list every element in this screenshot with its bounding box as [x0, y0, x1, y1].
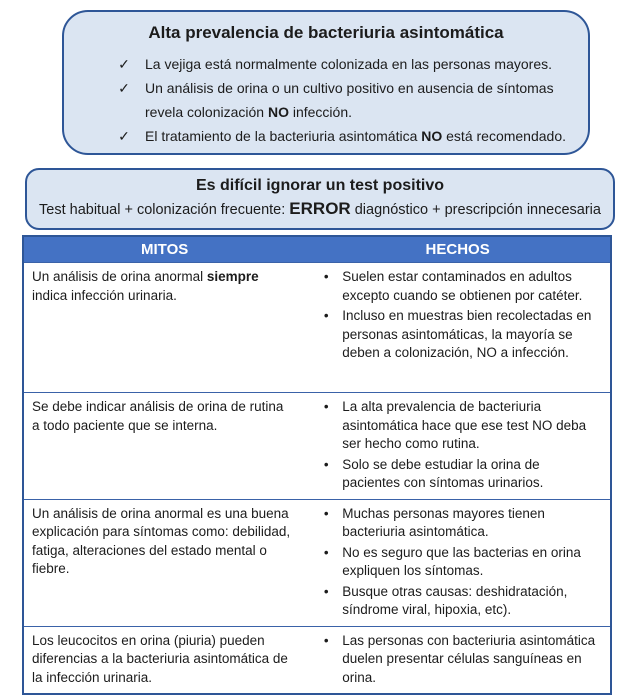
- bullet-icon: •: [323, 399, 329, 414]
- text-segment: infección.: [288, 104, 353, 120]
- column-header-facts: HECHOS: [425, 241, 490, 258]
- fact-item: [309, 544, 600, 581]
- myths-facts-table: [22, 235, 612, 695]
- check-item: [116, 52, 574, 76]
- check-item-text: [145, 76, 574, 124]
- text-segment: está recomendado.: [442, 128, 566, 144]
- text-segment: diagnóstico + prescripción innecesaria: [350, 202, 601, 218]
- text-segment: Un análisis de orina anormal es una buena explicación para síntomas como: debilidad, fatiga, alteraciones del estado mental o fiebre.: [32, 505, 291, 576]
- text-segment: NO: [267, 104, 289, 120]
- bullet-icon: •: [323, 505, 329, 521]
- text-segment: indica infección urinaria.: [32, 287, 177, 303]
- check-list: [116, 52, 574, 148]
- text-segment: siempre: [206, 269, 259, 284]
- fact-text: No es seguro que las bacterias en orina expliquen los síntomas.: [342, 544, 581, 578]
- text-segment: La vejiga está normalmente colonizada en las personas mayores.: [145, 56, 553, 72]
- fact-text: Incluso en muestras bien recolectadas en personas asintomáticas, la mayoría se deben a colonización, NO a infección.: [342, 308, 592, 360]
- text-segment: Un análisis de orina o un cultivo positivo en ausencia de síntomas revela colonización: [145, 80, 554, 120]
- text-segment: Test habitual + colonización frecuente:: [39, 202, 290, 218]
- facts-cell: [305, 393, 610, 499]
- text-segment: Se debe indicar análisis de orina de rutina a todo paciente que se interna.: [32, 399, 284, 433]
- table-body: [24, 262, 610, 693]
- checkmark-icon: ✓: [118, 128, 130, 144]
- fact-item: [309, 456, 600, 493]
- checkmark-icon: ✓: [118, 80, 130, 96]
- table-row: [24, 392, 610, 499]
- fact-item: [309, 268, 600, 305]
- text-segment: Los leucocitos en orina (piuria) pueden diferencias a la bacteriuria asintomática de la infección urinaria.: [32, 632, 288, 685]
- fact-text: Las personas con bacteriuria asintomática duelen presentar células sanguíneas en orina.: [342, 632, 596, 685]
- check-item: [116, 76, 574, 124]
- myth-cell: [24, 263, 305, 392]
- table-row: [24, 262, 610, 392]
- fact-item: [309, 505, 600, 542]
- fact-text: La alta prevalencia de bacteriuria asintomática hace que ese test NO deba ser hecho como rutina.: [342, 399, 587, 451]
- callout-top-title: Alta prevalencia de bacteriuria asintomática: [148, 23, 504, 42]
- bullet-icon: •: [323, 456, 329, 472]
- fact-text: Busque otras causas: deshidratación, síndrome viral, hipoxia, etc).: [342, 583, 568, 617]
- fact-text: Suelen estar contaminados en adultos excepto cuando se obtienen por catéter.: [342, 269, 583, 303]
- facts-cell: [305, 627, 610, 694]
- callout-mid-title: Es difícil ignorar un test positivo: [195, 177, 445, 194]
- fact-item: [309, 398, 600, 454]
- check-item-text: [145, 52, 552, 76]
- bullet-icon: •: [323, 269, 329, 284]
- text-segment: NO: [421, 128, 443, 144]
- callout-high-prevalence: [62, 10, 590, 155]
- myth-cell: [24, 627, 305, 694]
- facts-cell: [305, 263, 610, 392]
- bullet-icon: •: [323, 544, 329, 560]
- column-header-myths: MITOS: [141, 241, 189, 258]
- fact-item: [309, 307, 600, 363]
- check-item-text: [145, 124, 566, 148]
- fact-item: [309, 583, 600, 620]
- bullet-icon: •: [323, 583, 329, 599]
- fact-text: Solo se debe estudiar la orina de pacientes con síntomas urinarios.: [342, 456, 544, 490]
- text-segment: Un análisis de orina anormal: [32, 269, 207, 284]
- table-row: [24, 499, 610, 626]
- text-segment: ERROR: [289, 199, 351, 218]
- fact-item: [309, 632, 600, 688]
- text-segment: El tratamiento de la bacteriuria asintomática: [145, 128, 422, 144]
- checkmark-icon: ✓: [118, 56, 130, 72]
- myth-cell: [24, 500, 305, 626]
- bullet-icon: •: [323, 632, 329, 648]
- table-header-row: [24, 237, 610, 262]
- callout-mid-subtitle: [27, 199, 613, 219]
- check-item: [116, 124, 574, 148]
- table-row: [24, 626, 610, 694]
- fact-text: Muchas personas mayores tienen bacteriuria asintomática.: [342, 505, 545, 539]
- myth-cell: [24, 393, 305, 499]
- facts-cell: [305, 500, 610, 626]
- callout-hard-to-ignore: [25, 168, 615, 230]
- bullet-icon: •: [323, 308, 329, 323]
